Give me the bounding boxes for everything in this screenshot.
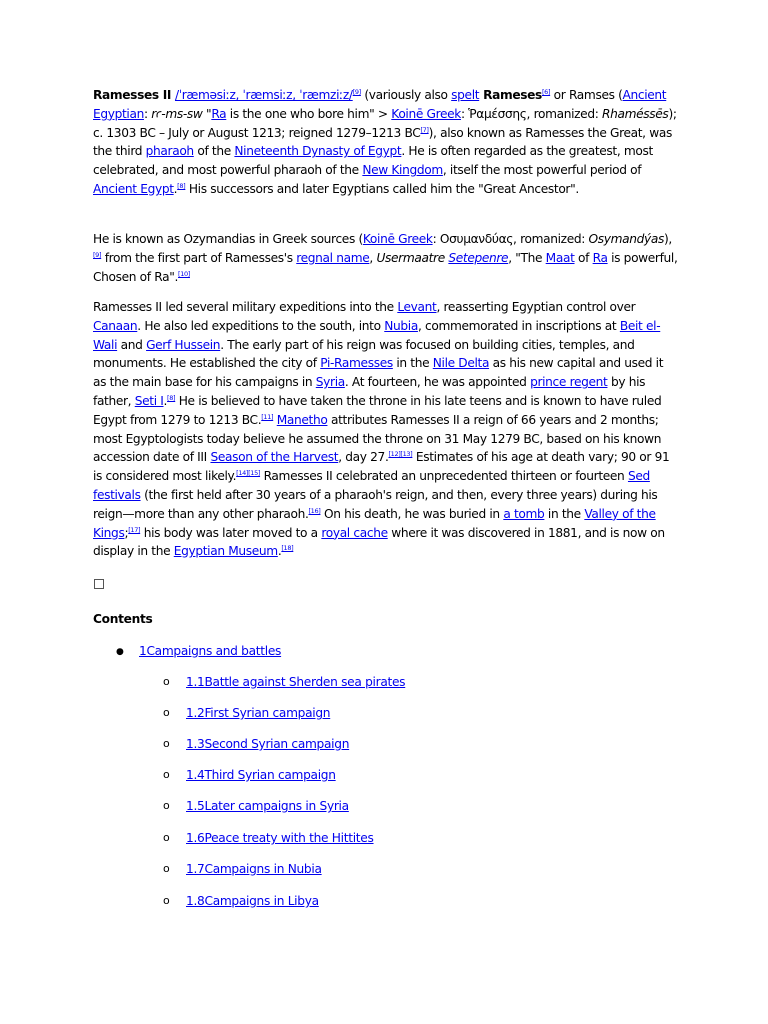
pi-ramesses-link[interactable]: Pi-Ramesses bbox=[320, 356, 393, 371]
ref-link[interactable]: [8] bbox=[177, 181, 186, 190]
new-kingdom-link[interactable]: New Kingdom bbox=[362, 163, 443, 178]
toc-toggle-checkbox[interactable] bbox=[94, 579, 104, 589]
toc-subitem[interactable]: 1.1Battle against Sherden sea pirates bbox=[186, 675, 406, 689]
ref-link[interactable]: [18] bbox=[281, 544, 294, 553]
ref-link[interactable]: [16] bbox=[308, 506, 321, 515]
seti-i-link[interactable]: Seti I bbox=[134, 393, 164, 408]
maat-link[interactable]: Maat bbox=[545, 250, 575, 265]
bullet-icon: o bbox=[163, 894, 170, 907]
bullet-icon: o bbox=[163, 706, 170, 719]
ref-link[interactable]: [17] bbox=[128, 525, 141, 534]
bullet-icon: o bbox=[163, 675, 170, 688]
bullet-icon: ● bbox=[116, 647, 124, 657]
nineteenth-dynasty-link[interactable]: Nineteenth Dynasty of Egypt bbox=[234, 144, 402, 159]
syria-link[interactable]: Syria bbox=[315, 375, 345, 390]
campaigns-paragraph: Ramesses II led several military expeditions into the Levant, reasserting Egyptian control over Canaan. He also led expeditions to the south, into Nubia, commemorated in inscriptions at Beit el-Wali and Gerf Hussein. The early part of his reign was focused on building cities, temples, and monuments. He established the city of Pi-Ramesses in the Nile Delta as his new capital and used it as the main base for his campaigns in Syria. At fourteen, he was appointed prince regent by his father, Seti I.[8] He is believed to have taken the throne in his late teens and is known to have ruled Egypt from 1279 to 1213 BC.[11] Manetho attributes Ramesses II a reign of 66 years and 2 months; most Egyptologists today believe he assumed the throne on 31 May 1279 BC, based on his known accession date of III Season of the Harvest, day 27.[12][13] Estimates of his age at death vary; 90 or 91 is considered most likely.[14][15] Ramesses II celebrated an unprecedented thirteen or fourteen Sed festivals (the first held after 30 years of a pharaoh's reign, and then, every three years) during his reign—more than any other pharaoh.[16] On his death, he was buried in a tomb in the Valley of the Kings;[17] his body was later moved to a royal cache where it was discovered in 1881, and is now on display in the Egyptian Museum.[18] bbox=[93, 300, 670, 559]
ref-link[interactable]: [11] bbox=[261, 412, 274, 421]
ipa-link[interactable]: /ˈræməsiːz, ˈræmsiːz, ˈræmziːz/ bbox=[174, 88, 353, 102]
ozymandias-paragraph: He is known as Ozymandias in Greek sources (Koinē Greek: Οσυμανδύας, romanized: Osymandýas),[9] from the first part of Ramesses's regnal name, Usermaatre Setepenre, "The Maat of Ra is powerful, Chosen of Ra".[10] bbox=[93, 232, 678, 284]
egyptian-museum-link[interactable]: Egyptian Museum bbox=[173, 544, 278, 559]
ref-link[interactable]: [10] bbox=[178, 269, 190, 278]
season-harvest-link[interactable]: Season of the Harvest bbox=[210, 450, 339, 465]
ref-link[interactable]: [9] bbox=[93, 250, 102, 259]
toc-subitem[interactable]: 1.4Third Syrian campaign bbox=[186, 768, 336, 782]
bullet-icon: o bbox=[163, 737, 170, 750]
bullet-icon: o bbox=[163, 799, 170, 812]
koine-greek-link[interactable]: Koinē Greek bbox=[362, 232, 433, 246]
canaan-link[interactable]: Canaan bbox=[93, 318, 138, 333]
manetho-link[interactable]: Manetho bbox=[276, 412, 328, 427]
ra-link[interactable]: Ra bbox=[211, 106, 227, 121]
royal-cache-link[interactable]: royal cache bbox=[321, 525, 388, 540]
setepenre-link[interactable]: Setepenre bbox=[448, 250, 509, 265]
ra-link[interactable]: Ra bbox=[592, 250, 608, 265]
bullet-icon: o bbox=[163, 768, 170, 781]
bullet-icon: o bbox=[163, 862, 170, 875]
ancient-egyptian-link[interactable]: Ancient Egyptian bbox=[93, 88, 667, 121]
sed-festivals-link[interactable]: Sed festivals bbox=[93, 469, 650, 502]
regnal-name-link[interactable]: regnal name bbox=[296, 250, 370, 265]
pharaoh-link[interactable]: pharaoh bbox=[145, 144, 194, 159]
beit-el-wali-link[interactable]: Beit el-Wali bbox=[93, 318, 661, 352]
koine-greek-link[interactable]: Koinē Greek bbox=[391, 106, 461, 121]
intro-paragraph: Ramesses II /ˈræməsiːz, ˈræmsiːz, ˈræmziːz/[9] (variously also spelt Rameses[6] or Ramses (Ancient Egyptian: rꜥ-ms-sw "Ra is the one who bore him" > Koinē Greek: Ῥαμέσσης, romanized: Rhaméssēs); c. 1303 BC – July or August 1213; reigned 1279–1213 BC[7]), also known as Ramesses the Great, was the third pharaoh of the Nineteenth Dynasty of Egypt. He is often regarded as the greatest, most celebrated, and most powerful pharaoh of the New Kingdom, itself the most powerful period of Ancient Egypt.[8] His successors and later Egyptians called him the "Great Ancestor". bbox=[93, 87, 677, 196]
toc-subitem[interactable]: 1.8Campaigns in Libya bbox=[186, 894, 319, 908]
toc-subitem[interactable]: 1.3Second Syrian campaign bbox=[186, 737, 350, 751]
nile-delta-link[interactable]: Nile Delta bbox=[432, 356, 490, 371]
gerf-hussein-link[interactable]: Gerf Hussein bbox=[146, 337, 221, 352]
nubia-link[interactable]: Nubia bbox=[384, 318, 418, 333]
toc-item[interactable]: 1Campaigns and battles bbox=[139, 644, 282, 658]
spelt-link[interactable]: spelt bbox=[451, 88, 480, 102]
levant-link[interactable]: Levant bbox=[397, 300, 437, 314]
valley-kings-link[interactable]: Valley of the Kings bbox=[93, 506, 656, 540]
ref-link[interactable]: [12][13] bbox=[388, 450, 413, 459]
ref-link[interactable]: [9] bbox=[352, 87, 361, 96]
a-tomb-link[interactable]: a tomb bbox=[503, 506, 545, 521]
toc-subitem[interactable]: 1.6Peace treaty with the Hittites bbox=[186, 831, 374, 845]
ref-link[interactable]: [6] bbox=[541, 87, 551, 96]
toc-subitem[interactable]: 1.7Campaigns in Nubia bbox=[186, 862, 322, 876]
ancient-egypt-link[interactable]: Ancient Egypt bbox=[93, 181, 174, 196]
ref-link[interactable]: [8] bbox=[167, 393, 176, 402]
bullet-icon: o bbox=[163, 831, 170, 844]
ref-link[interactable]: [7] bbox=[420, 125, 429, 134]
contents-heading: Contents bbox=[93, 612, 153, 626]
toc-subitem[interactable]: 1.2First Syrian campaign bbox=[186, 706, 331, 720]
prince-regent-link[interactable]: prince regent bbox=[530, 375, 608, 390]
ref-link[interactable]: [14][15] bbox=[236, 469, 261, 478]
toc-subitem[interactable]: 1.5Later campaigns in Syria bbox=[186, 799, 349, 813]
subject-name: Ramesses II bbox=[93, 88, 175, 102]
